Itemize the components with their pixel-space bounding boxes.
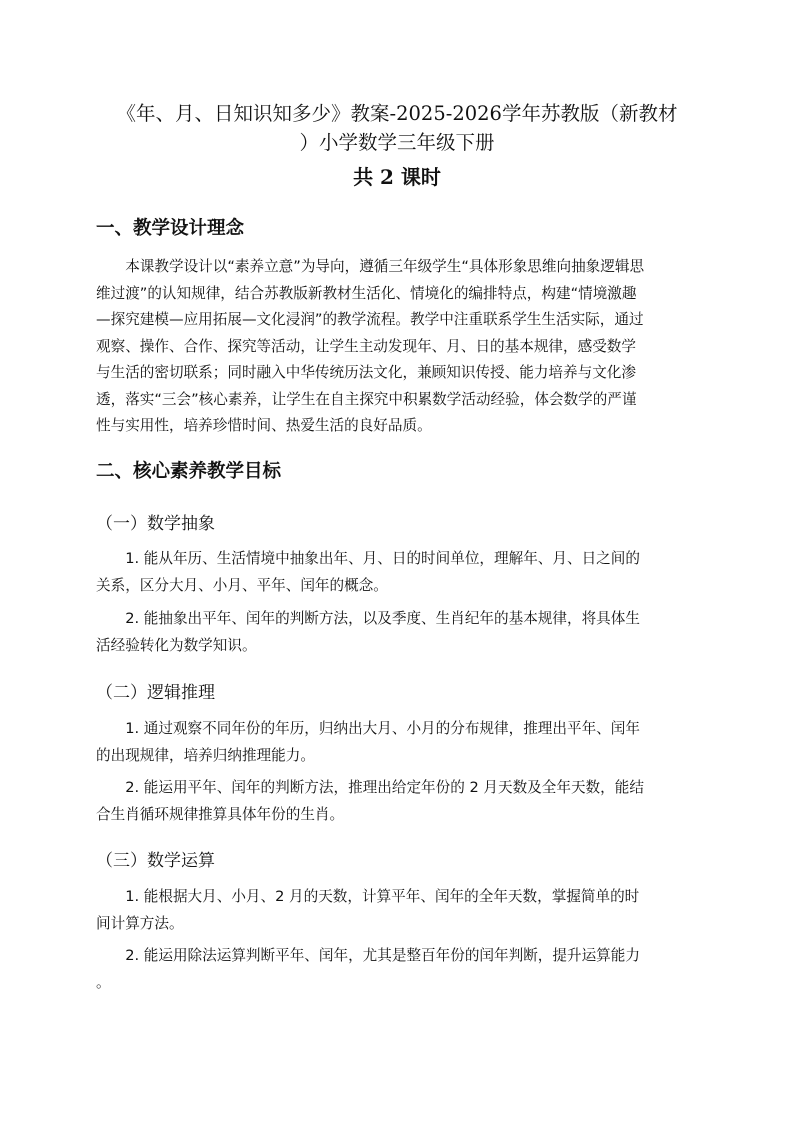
computation-goal-1 xyxy=(96,884,698,937)
document-title-line-2: ）小学数学三年级下册 xyxy=(299,131,495,154)
paragraph-line: 的出现规律，培养归纳推理能力。 xyxy=(96,746,315,764)
abstraction-goal-2 xyxy=(96,606,698,659)
paragraph-line: 2. 能运用除法运算判断平年、闰年，尤其是整百年份的闰年判断，提升运算能力 xyxy=(96,947,640,964)
subsection-heading-abstraction: （一）数学抽象 xyxy=(96,514,215,534)
paragraph-line: 活经验转化为数学知识。 xyxy=(96,636,257,654)
document-title-line-1: 《年、月、日知识知多少》教案-2025-2026学年苏教版（新教材 xyxy=(116,102,678,125)
paragraph-line: 2. 能抽象出平年、闰年的判断方法，以及季度、生肖纪年的基本规律，将具体生 xyxy=(96,610,640,627)
design-concept-paragraph xyxy=(96,254,698,440)
paragraph-line: 1. 能从年历、生活情境中抽象出年、月、日的时间单位，理解年、月、日之间的 xyxy=(96,550,640,567)
paragraph-line: 关系，区分大月、小月、平年、闰年的概念。 xyxy=(96,576,388,594)
paragraph-line: 1. 能根据大月、小月、2 月的天数，计算平年、闰年的全年天数，掌握简单的时 xyxy=(96,888,640,905)
reasoning-goal-1 xyxy=(96,716,698,769)
subsection-heading-reasoning: （二）逻辑推理 xyxy=(96,683,215,703)
paragraph-line: 1. 通过观察不同年份的年历，归纳出大月、小月的分布规律，推理出平年、闰年 xyxy=(96,720,640,737)
section-heading-design-concept: 一、教学设计理念 xyxy=(96,218,245,239)
paragraph-line: 2. 能运用平年、闰年的判断方法，推理出给定年份的 2 月天数及全年天数，能结 xyxy=(96,779,644,796)
computation-goal-2 xyxy=(96,943,698,996)
paragraph-line: 本课教学设计以“素养立意”为导向，遵循三年级学生“具体形象思维向抽象逻辑思 xyxy=(96,258,645,275)
paragraph-line: 与生活的密切联系；同时融入中华传统历法文化，兼顾知识传授、能力培养与文化渗 xyxy=(96,364,636,381)
reasoning-goal-2 xyxy=(96,775,698,828)
paragraph-line: —探究建模—应用拓展—文化浸润”的教学流程。教学中注重联系学生生活实际，通过 xyxy=(96,311,644,328)
lesson-count: 共 2 课时 xyxy=(353,165,441,189)
paragraph-line: 观察、操作、合作、探究等活动，让学生主动发现年、月、日的基本规律，感受数学 xyxy=(96,337,636,355)
paragraph-line: 性与实用性，培养珍惜时间、热爱生活的良好品质。 xyxy=(96,417,432,434)
paragraph-line: 维过渡”的认知规律，结合苏教版新教材生活化、情境化的编排特点，构建“情境激趣 xyxy=(96,284,637,302)
paragraph-line: 间计算方法。 xyxy=(96,914,184,932)
subsection-heading-computation: （三）数学运算 xyxy=(96,851,215,871)
paragraph-line: 合生肖循环规律推算具体年份的生肖。 xyxy=(96,805,345,823)
paragraph-line: 。 xyxy=(96,973,111,991)
section-heading-core-goals: 二、核心素养教学目标 xyxy=(96,461,282,482)
abstraction-goal-1 xyxy=(96,546,698,599)
paragraph-line: 透，落实“三会”核心素养，让学生在自主探究中积累数学活动经验，体会数学的严谨 xyxy=(96,390,637,408)
